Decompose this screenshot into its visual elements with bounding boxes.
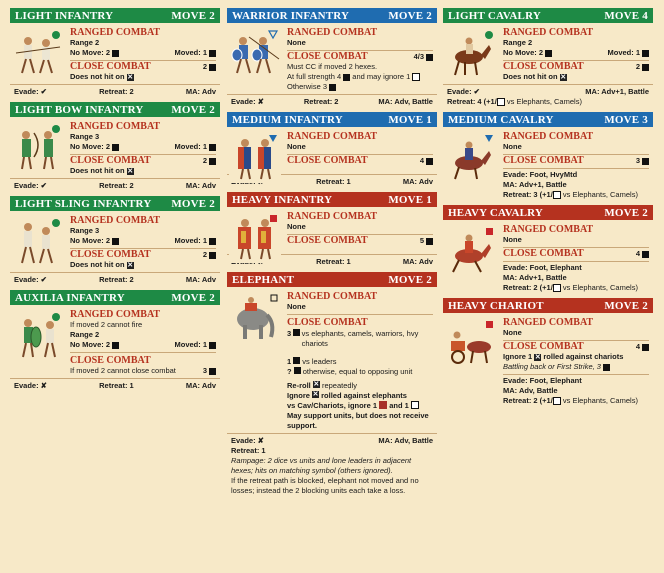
red-square-icon xyxy=(379,401,387,409)
card-elephant xyxy=(227,272,437,496)
unit-move: MOVE 2 xyxy=(604,299,648,312)
unit-title: LIGHT BOW INFANTRY xyxy=(15,103,144,116)
not-hit-label: Does not hit on xyxy=(70,260,125,269)
ranged-combat-heading: RANGED COMBAT xyxy=(287,211,378,222)
close-combat-value: 3 xyxy=(635,156,640,165)
elephant-dice-2-note: vs leaders xyxy=(302,357,337,366)
unit-move: MOVE 3 xyxy=(604,113,648,126)
no-move-label: No Move: 2 xyxy=(503,48,544,57)
card-heavy-cavalry xyxy=(443,205,653,293)
ma-value: MA: Adv xyxy=(185,381,216,390)
die-square-icon xyxy=(209,158,216,165)
rampage-rule: Rampage: 2 dice vs units and lone leaders in adjacent hexes; hits on matching symbol (others ignored). xyxy=(231,456,412,475)
elephant-dice-1: 3 xyxy=(287,329,292,338)
close-combat-value: 2 xyxy=(202,62,207,71)
retreat-value: Retreat: 4 (+1/ xyxy=(447,97,497,106)
ranged-none: None xyxy=(503,235,522,244)
flag-icon xyxy=(553,284,561,292)
ignore-label: Ignore xyxy=(287,391,310,400)
retreat-value: Retreat: 1 xyxy=(316,177,351,186)
unit-title: LIGHT SLING INFANTRY xyxy=(15,197,152,210)
evade-value: Evade: ✔ xyxy=(14,275,47,284)
ranged-combat-heading: RANGED COMBAT xyxy=(287,27,378,38)
die-square-icon xyxy=(642,251,649,258)
evade-value: Evade: ✔ xyxy=(14,181,47,190)
chariot-ignore-label: Ignore 1 xyxy=(503,352,533,361)
unit-move: MOVE 2 xyxy=(388,273,432,286)
close-combat-heading: CLOSE COMBAT xyxy=(287,51,368,62)
die-square-icon xyxy=(209,342,216,349)
evade-value: Evade: ✘ xyxy=(231,436,264,445)
blocked-retreat-rule: If the retreat path is blocked, elephant not moved and no losses; instead the 2 blocking units each take a loss. xyxy=(231,476,419,495)
ranged-none: None xyxy=(287,222,306,231)
card-header xyxy=(443,8,653,23)
ma-value: MA: Adv xyxy=(402,257,433,266)
card-warrior-infantry xyxy=(227,8,437,107)
cav-chariot-rule: vs Cav/Chariots, ignore 1 xyxy=(287,401,378,410)
retreat-value: Retreat: 1 xyxy=(99,381,134,390)
auxilia-close-note: If moved 2 cannot close combat xyxy=(70,366,176,375)
ma-value: MA: Adv, Battle xyxy=(503,386,558,395)
unit-figure-image xyxy=(445,133,497,183)
die-square-icon xyxy=(603,364,610,371)
moved-label: Moved: 1 xyxy=(174,236,207,245)
crossed-swords-icon: ✕ xyxy=(127,73,134,81)
flag-icon xyxy=(412,73,420,81)
evade-value: Evade: ✘ xyxy=(14,381,47,390)
unit-figure-image xyxy=(229,213,281,263)
range-value: Range 2 xyxy=(70,38,100,47)
moved-label: Moved: 1 xyxy=(174,48,207,57)
close-combat-value: 3 xyxy=(202,366,207,375)
card-header xyxy=(227,112,437,127)
card-medium-cavalry xyxy=(443,112,653,200)
unit-move: MOVE 1 xyxy=(388,113,432,126)
crossed-swords-icon: ✕ xyxy=(534,353,541,361)
ranged-none: None xyxy=(503,328,522,337)
close-combat-heading: CLOSE COMBAT xyxy=(287,235,368,246)
die-square-icon xyxy=(209,238,216,245)
die-square-icon xyxy=(112,144,119,151)
ranged-none: None xyxy=(287,142,306,151)
close-combat-value: 4 xyxy=(635,249,640,258)
unit-move: MOVE 1 xyxy=(388,193,432,206)
warrior-rule-2: At full strength 4 xyxy=(287,72,342,81)
flag-icon xyxy=(497,98,505,106)
unit-figure-image xyxy=(445,29,497,79)
moved-label: Moved: 1 xyxy=(174,340,207,349)
unit-title: HEAVY INFANTRY xyxy=(232,193,333,206)
close-combat-value: 4 xyxy=(419,156,424,165)
card-header xyxy=(227,192,437,207)
reroll-label: Re-roll xyxy=(287,381,311,390)
die-square-icon xyxy=(209,368,216,375)
unit-figure-image xyxy=(12,123,64,173)
card-heavy-infantry xyxy=(227,192,437,267)
retreat-note: vs Elephants, Camels) xyxy=(562,283,638,292)
card-header xyxy=(443,205,653,220)
evade-value: Evade: Foot, HvyMtd xyxy=(503,170,578,179)
unit-figure-image xyxy=(12,311,64,361)
retreat-value: Retreat: 1 xyxy=(231,446,266,455)
flag-icon xyxy=(553,191,561,199)
retreat-value: Retreat: 2 (+1/ xyxy=(503,283,553,292)
die-square-icon xyxy=(642,64,649,71)
retreat-value: Retreat: 2 xyxy=(99,87,134,96)
card-header xyxy=(227,272,437,287)
unit-title: AUXILIA INFANTRY xyxy=(15,291,125,304)
close-combat-heading: CLOSE COMBAT xyxy=(70,249,151,260)
unit-figure-image xyxy=(12,217,64,267)
card-light-cavalry xyxy=(443,8,653,107)
card-header xyxy=(10,290,220,305)
card-light-infantry xyxy=(10,8,220,97)
flag-icon xyxy=(411,401,419,409)
card-auxilia-infantry xyxy=(10,290,220,391)
range-value: Range 3 xyxy=(70,226,100,235)
crossed-swords-icon: ✕ xyxy=(313,381,320,388)
card-header xyxy=(227,8,437,23)
warrior-rule-2b: and may ignore 1 xyxy=(352,72,411,81)
retreat-note: vs Elephants, Camels) xyxy=(506,97,582,106)
unit-figure-image xyxy=(229,133,281,183)
crossed-swords-icon: ✕ xyxy=(312,391,319,398)
retreat-note: vs Elephants, Camels) xyxy=(562,396,638,405)
close-combat-value: 4 xyxy=(635,342,640,351)
evade-value: Evade: Foot, Elephant xyxy=(503,263,582,272)
die-square-icon xyxy=(329,84,336,91)
die-square-icon xyxy=(293,357,300,364)
unit-move: MOVE 2 xyxy=(171,103,215,116)
column-mounted-units xyxy=(443,8,653,411)
ranged-combat-heading: RANGED COMBAT xyxy=(503,131,594,142)
reroll-note: repeatedly xyxy=(321,381,357,390)
card-light-bow-infantry xyxy=(10,102,220,191)
card-light-sling-infantry xyxy=(10,196,220,285)
close-combat-heading: CLOSE COMBAT xyxy=(503,61,584,72)
crossed-swords-icon: ✕ xyxy=(560,73,567,81)
close-combat-heading: CLOSE COMBAT xyxy=(503,248,584,259)
unit-title: HEAVY CAVALRY xyxy=(448,206,544,219)
close-combat-heading: CLOSE COMBAT xyxy=(503,341,584,352)
range-value: Range 2 xyxy=(70,330,100,339)
unit-move: MOVE 2 xyxy=(604,206,648,219)
close-combat-heading: CLOSE COMBAT xyxy=(287,317,368,328)
card-heavy-chariot xyxy=(443,298,653,406)
flag-icon xyxy=(553,397,561,405)
ma-value: MA: Adv xyxy=(402,177,433,186)
crossed-swords-icon: ✕ xyxy=(127,167,134,175)
elephant-dice-3: ? xyxy=(287,367,292,376)
ranged-combat-heading: RANGED COMBAT xyxy=(70,27,161,38)
ranged-combat-heading: RANGED COMBAT xyxy=(70,215,161,226)
elephant-dice-2: 1 xyxy=(287,357,292,366)
ranged-combat-heading: RANGED COMBAT xyxy=(503,317,594,328)
unit-figure-image xyxy=(12,29,64,79)
die-square-icon xyxy=(545,50,552,57)
close-combat-value: 5 xyxy=(419,236,424,245)
unit-move: MOVE 2 xyxy=(388,9,432,22)
ma-value: MA: Adv xyxy=(185,275,216,284)
unit-figure-image xyxy=(229,29,281,79)
die-square-icon xyxy=(209,252,216,259)
unit-figure-image xyxy=(445,226,497,276)
unit-move: MOVE 2 xyxy=(171,197,215,210)
chariot-ignore-note: rolled against chariots xyxy=(543,352,624,361)
card-header xyxy=(10,102,220,117)
unit-title: WARRIOR INFANTRY xyxy=(232,9,350,22)
die-square-icon xyxy=(209,50,216,57)
die-square-icon xyxy=(112,50,119,57)
die-square-icon xyxy=(112,238,119,245)
ranged-combat-heading: RANGED COMBAT xyxy=(70,121,161,132)
unit-figure-image xyxy=(445,319,497,369)
card-header xyxy=(443,112,653,127)
ranged-combat-heading: RANGED COMBAT xyxy=(287,291,378,302)
evade-value: Evade: ✔ xyxy=(14,87,47,96)
die-square-icon xyxy=(294,367,301,374)
evade-value: Evade: ✔ xyxy=(447,87,480,96)
die-square-icon xyxy=(642,344,649,351)
die-square-icon xyxy=(209,144,216,151)
ranged-none: None xyxy=(503,142,522,151)
ranged-combat-heading: RANGED COMBAT xyxy=(503,27,594,38)
die-square-icon xyxy=(293,329,299,336)
ranged-none: None xyxy=(287,302,306,311)
close-combat-value: 2 xyxy=(635,62,640,71)
column-infantry-units xyxy=(227,8,437,501)
moved-label: Moved: 1 xyxy=(174,142,207,151)
close-combat-value: 2 xyxy=(202,250,207,259)
moved-label: Moved: 1 xyxy=(607,48,640,57)
die-square-icon xyxy=(426,158,433,165)
elephant-dice-3-note: otherwise, equal to opposing unit xyxy=(302,367,413,376)
range-value: Range 3 xyxy=(70,132,100,141)
die-square-icon xyxy=(642,158,649,165)
die-square-icon xyxy=(426,54,433,61)
close-combat-heading: CLOSE COMBAT xyxy=(503,155,584,166)
ma-value: MA: Adv xyxy=(185,181,216,190)
unit-move: MOVE 2 xyxy=(171,9,215,22)
retreat-value: Retreat: 2 xyxy=(99,275,134,284)
card-header xyxy=(443,298,653,313)
unit-title: LIGHT INFANTRY xyxy=(15,9,114,22)
die-square-icon xyxy=(343,74,350,81)
card-header xyxy=(10,196,220,211)
ma-value: MA: Adv+1, Battle xyxy=(503,273,567,282)
die-square-icon xyxy=(209,64,216,71)
retreat-value: Retreat: 2 xyxy=(303,97,339,106)
column-light-units xyxy=(10,8,220,396)
close-combat-heading: CLOSE COMBAT xyxy=(287,155,368,166)
retreat-value: Retreat: 2 xyxy=(99,181,134,190)
die-square-icon xyxy=(112,342,119,349)
not-hit-label: Does not hit on xyxy=(70,72,125,81)
unit-title: HEAVY CHARIOT xyxy=(448,299,544,312)
ranged-none: None xyxy=(287,38,306,47)
close-combat-value: 4/3 xyxy=(413,52,424,61)
elephant-dice-1-note: vs elephants, camels, warriors, hvy chariots xyxy=(301,329,419,348)
ranged-combat-heading: RANGED COMBAT xyxy=(503,224,594,235)
warrior-rule-3: Otherwise 3 xyxy=(287,82,328,91)
auxilia-fire-note: If moved 2 cannot fire xyxy=(70,320,143,329)
unit-move: MOVE 4 xyxy=(604,9,648,22)
no-move-label: No Move: 2 xyxy=(70,142,111,151)
card-header xyxy=(10,8,220,23)
retreat-value: Retreat: 3 (+1/ xyxy=(503,190,553,199)
no-move-label: No Move: 2 xyxy=(70,236,111,245)
unit-title: ELEPHANT xyxy=(232,273,295,286)
close-combat-heading: CLOSE COMBAT xyxy=(70,155,151,166)
close-combat-heading: CLOSE COMBAT xyxy=(70,355,151,366)
die-square-icon xyxy=(426,238,433,245)
unit-figure-image xyxy=(229,293,281,343)
close-combat-heading: CLOSE COMBAT xyxy=(70,61,151,72)
evade-value: Evade: Foot, Elephant xyxy=(503,376,582,385)
ranged-combat-heading: RANGED COMBAT xyxy=(287,131,378,142)
die-square-icon xyxy=(642,50,649,57)
ma-value: MA: Adv+1, Battle xyxy=(503,180,567,189)
warrior-rule-1: Must CC if moved 2 hexes. xyxy=(287,62,378,71)
evade-value: Evade: ✘ xyxy=(231,97,264,106)
ranged-combat-heading: RANGED COMBAT xyxy=(70,309,161,320)
cav-chariot-rule-b: and 1 xyxy=(389,401,409,410)
range-value: Range 2 xyxy=(503,38,533,47)
ma-value: MA: Adv, Battle xyxy=(378,436,433,445)
retreat-note: vs Elephants, Camels) xyxy=(562,190,638,199)
retreat-value: Retreat: 1 xyxy=(316,257,351,266)
battle-back-rule: Battling back or First Strike, 3 xyxy=(503,362,601,371)
retreat-value: Retreat: 2 (+1/ xyxy=(503,396,553,405)
support-rule: May support units, but does not receive support. xyxy=(287,411,429,430)
not-hit-label: Does not hit on xyxy=(503,72,558,81)
unit-title: LIGHT CAVALRY xyxy=(448,9,541,22)
ma-value: MA: Adv, Battle xyxy=(378,97,433,106)
not-hit-label: Does not hit on xyxy=(70,166,125,175)
unit-move: MOVE 2 xyxy=(171,291,215,304)
no-move-label: No Move: 2 xyxy=(70,340,111,349)
ma-value: MA: Adv+1, Battle xyxy=(585,87,649,96)
close-combat-value: 2 xyxy=(202,156,207,165)
no-move-label: No Move: 2 xyxy=(70,48,111,57)
ignore-note: rolled against elephants xyxy=(321,391,407,400)
unit-title: MEDIUM CAVALRY xyxy=(448,113,554,126)
card-medium-infantry xyxy=(227,112,437,187)
crossed-swords-icon: ✕ xyxy=(127,261,134,269)
unit-title: MEDIUM INFANTRY xyxy=(232,113,343,126)
ma-value: MA: Adv xyxy=(185,87,216,96)
